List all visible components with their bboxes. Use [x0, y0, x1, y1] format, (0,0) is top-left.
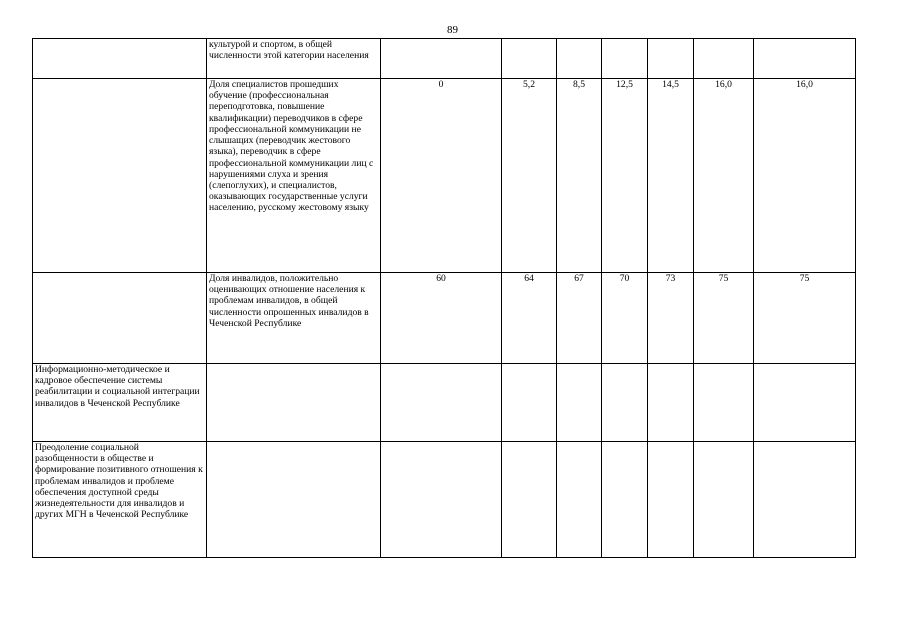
value-cell [381, 442, 502, 558]
value-cell [502, 442, 557, 558]
value-cell [602, 39, 648, 79]
indicator-cell: Доля инвалидов, положительно оценивающих отношение населения к проблемам инвалидов, в общей численности опрошенных инвалидов в Чеченской Республике [207, 273, 381, 364]
value-cell [602, 442, 648, 558]
value-cell [754, 39, 856, 79]
page-number: 89 [447, 24, 458, 36]
value-cell [602, 364, 648, 442]
value-cell [648, 442, 694, 558]
value-cell [557, 442, 602, 558]
value-cell [381, 39, 502, 79]
section-cell [33, 39, 207, 79]
value-cell: 12,5 [602, 79, 648, 273]
table-row [33, 442, 856, 558]
value-cell [648, 39, 694, 79]
indicator-cell: Доля специалистов прошедших обучение (профессиональная переподготовка, повышение квалификации) переводчиков в сфере профессиональной коммуникации не слышащих (переводчик жестового языка), переводчик в сфере профессиональной коммуникации лиц с нарушениями слуха и зрения (слепоглухих), и специалистов, оказывающих государственные услуги населению, русскому жестовому языку [207, 79, 381, 273]
section-cell [33, 273, 207, 364]
value-cell [754, 442, 856, 558]
value-cell: 75 [694, 273, 754, 364]
value-cell: 67 [557, 273, 602, 364]
value-cell [381, 364, 502, 442]
value-cell: 14,5 [648, 79, 694, 273]
indicators-table [32, 38, 856, 558]
section-cell: Информационно-методическое и кадровое обеспечение системы реабилитации и социальной интеграции инвалидов в Чеченской Республике [33, 364, 207, 442]
indicator-cell [207, 442, 381, 558]
table-row [33, 273, 856, 364]
section-cell [33, 79, 207, 273]
value-cell [557, 364, 602, 442]
value-cell [694, 39, 754, 79]
value-cell: 60 [381, 273, 502, 364]
value-cell [694, 364, 754, 442]
table-row [33, 79, 856, 273]
value-cell: 70 [602, 273, 648, 364]
table-row [33, 39, 856, 79]
indicator-cell: культурой и спортом, в общей численности этой категории населения [207, 39, 381, 79]
value-cell [648, 364, 694, 442]
value-cell: 8,5 [557, 79, 602, 273]
section-cell: Преодоление социальной разобщенности в обществе и формирование позитивного отношения к проблемам инвалидов и проблеме обеспечения доступной среды жизнедеятельности для инвалидов и других МГН в Чеченской Республике [33, 442, 207, 558]
indicator-cell [207, 364, 381, 442]
value-cell: 5,2 [502, 79, 557, 273]
value-cell: 0 [381, 79, 502, 273]
table-row [33, 364, 856, 442]
value-cell [694, 442, 754, 558]
value-cell [557, 39, 602, 79]
value-cell: 16,0 [754, 79, 856, 273]
value-cell [754, 364, 856, 442]
value-cell [502, 364, 557, 442]
value-cell: 73 [648, 273, 694, 364]
value-cell: 16,0 [694, 79, 754, 273]
value-cell: 75 [754, 273, 856, 364]
value-cell [502, 39, 557, 79]
value-cell: 64 [502, 273, 557, 364]
